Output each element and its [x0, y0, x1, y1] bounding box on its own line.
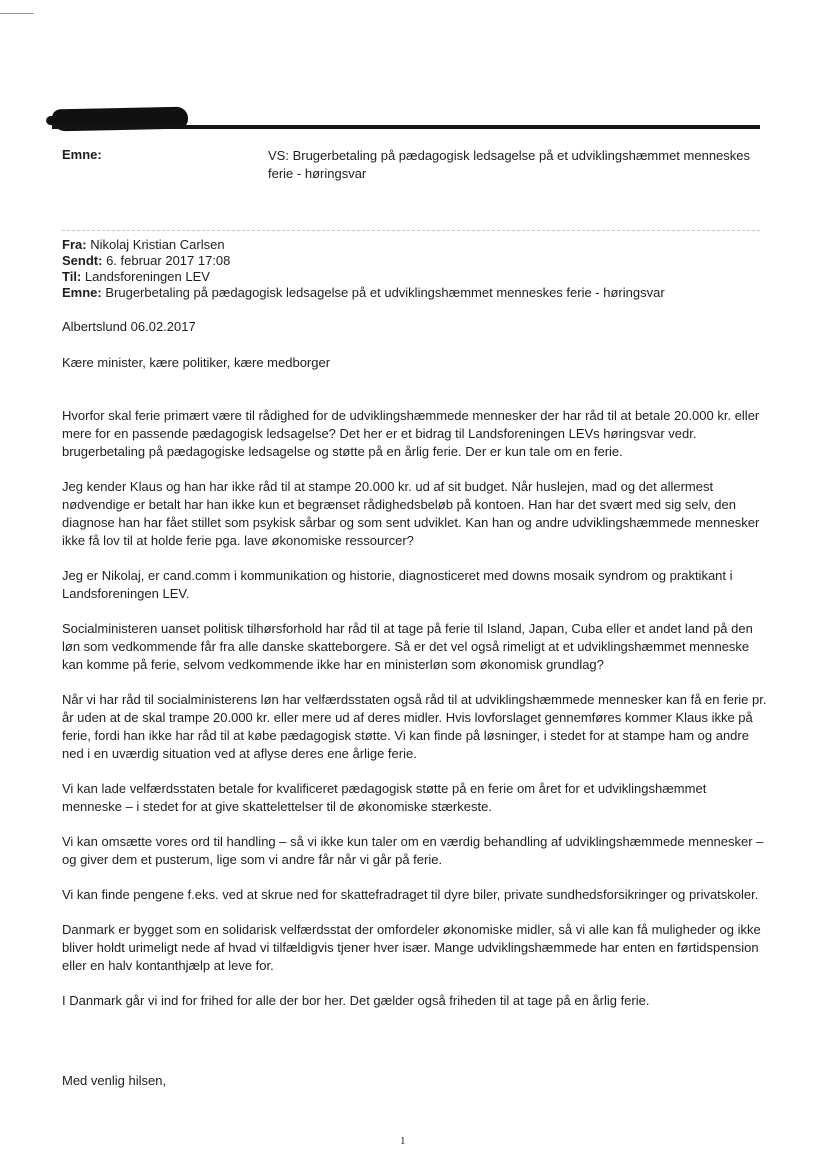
paragraph: Vi kan finde pengene f.eks. ved at skrue ned for skattefradraget til dyre biler, private sundhedsforsikringer og privatskoler. [62, 887, 759, 902]
scan-edge-mark [0, 13, 34, 14]
subject-label: Emne: [62, 285, 102, 300]
subject-value: Brugerbetaling på pædagogisk ledsagelse på et udviklingshæmmet menneskes ferie - høringsvar [105, 285, 665, 300]
sent-row [62, 253, 665, 269]
paragraph: Hvorfor skal ferie primært være til rådighed for de udviklingshæmmede mennesker der har råd til at betale 20.000 kr. eller mere for en passende pædagogisk ledsagelse? Det her er et bidrag til Landsforeningen LEVs høringsvar vedr. brugerbetaling på pædagogiske ledsagelse og støtte på en årlig ferie. Der er kun tale om en ferie. [62, 408, 760, 459]
place-date: Albertslund 06.02.2017 [62, 319, 196, 334]
email-subject-value: VS: Brugerbetaling på pædagogisk ledsagelse på et udviklingshæmmet menneskes ferie - høringsvar [268, 148, 751, 181]
from-row [62, 237, 665, 253]
signoff: Med venlig hilsen, [62, 1073, 167, 1088]
email-subject-label: Emne: [62, 147, 102, 162]
to-label: Til: [62, 269, 82, 284]
page-number: 1 [400, 1135, 406, 1147]
salutation: Kære minister, kære politiker, kære medborger [62, 355, 331, 370]
to-value: Landsforeningen LEV [84, 269, 210, 284]
paragraph: Socialministeren uanset politisk tilhørsforhold har råd til at tage på ferie til Island, Japan, Cuba eller et andet land på den løn som vedkommende får fra alle danske skatteborgere. Så er det vel også rimeligt at et udviklingshæmmet menneske kan komme på ferie, selvom vedkommende ikke har en ministerløn som økonomisk grundlag? [62, 621, 753, 672]
sent-value: 6. februar 2017 17:08 [106, 253, 231, 268]
paragraph: Vi kan lade velfærdsstaten betale for kvalificeret pædagogisk støtte på en ferie om året for et udviklingshæmmet menneske – i stedet for at give skattelettelser til de økonomiske stærkeste. [62, 781, 707, 814]
subject-row [62, 285, 665, 301]
paragraph: I Danmark går vi ind for frihed for alle der bor her. Det gælder også friheden til at tage på en årlig ferie. [62, 993, 650, 1008]
letter-body [62, 407, 768, 1027]
to-row [62, 269, 665, 285]
forward-divider [62, 230, 760, 231]
forwarded-header [62, 237, 665, 301]
from-value: Nikolaj Kristian Carlsen [90, 237, 225, 252]
sent-label: Sendt: [62, 253, 103, 268]
paragraph: Jeg er Nikolaj, er cand.comm i kommunikation og historie, diagnosticeret med downs mosaik syndrom og praktikant i Landsforeningen LEV. [62, 568, 733, 601]
header-divider [52, 125, 760, 129]
paragraph: Danmark er bygget som en solidarisk velfærdsstat der omfordeler økonomiske midler, så vi alle kan få muligheder og ikke bliver holdt urimeligt nede af hvad vi tilfældigvis tjener hver især. Mange udviklingshæmmede har enten en førtidspension eller en halv kontanthjælp at leve for. [62, 922, 761, 973]
from-label: Fra: [62, 237, 87, 252]
paragraph: Når vi har råd til socialministerens løn har velfærdsstaten også råd til at udviklingshæmmede mennesker kan få en ferie pr. år uden at de skal trampe 20.000 kr. eller mere ud af deres midler. Hvis lovforslaget gennemføres kommer Klaus ikke på ferie, fordi han ikke har råd til at købe pædagogisk støtte. Vi kan finde på løsninger, i stedet for at stampe ham og andre ned i en uværdig situation ved at aflyse deres ene årlige ferie. [62, 692, 767, 761]
paragraph: Vi kan omsætte vores ord til handling – så vi ikke kun taler om en værdig behandling af udviklingshæmmede mennesker – og giver dem et pusterum, lige som vi andre får når vi går på ferie. [62, 834, 764, 867]
paragraph: Jeg kender Klaus og han har ikke råd til at stampe 20.000 kr. ud af sit budget. Når huslejen, mad og det allermest nødvendige er betalt har han ikke kun et begrænset rådighedsbeløb på kontoen. Han har det svært med sig selv, den diagnose han har fået stillet som psykisk sårbar og som sent udviklet. Kan han og andre udviklingshæmmede mennesker ikke få lov til at holde ferie pga. lave økonomiske ressourcer? [62, 479, 760, 548]
